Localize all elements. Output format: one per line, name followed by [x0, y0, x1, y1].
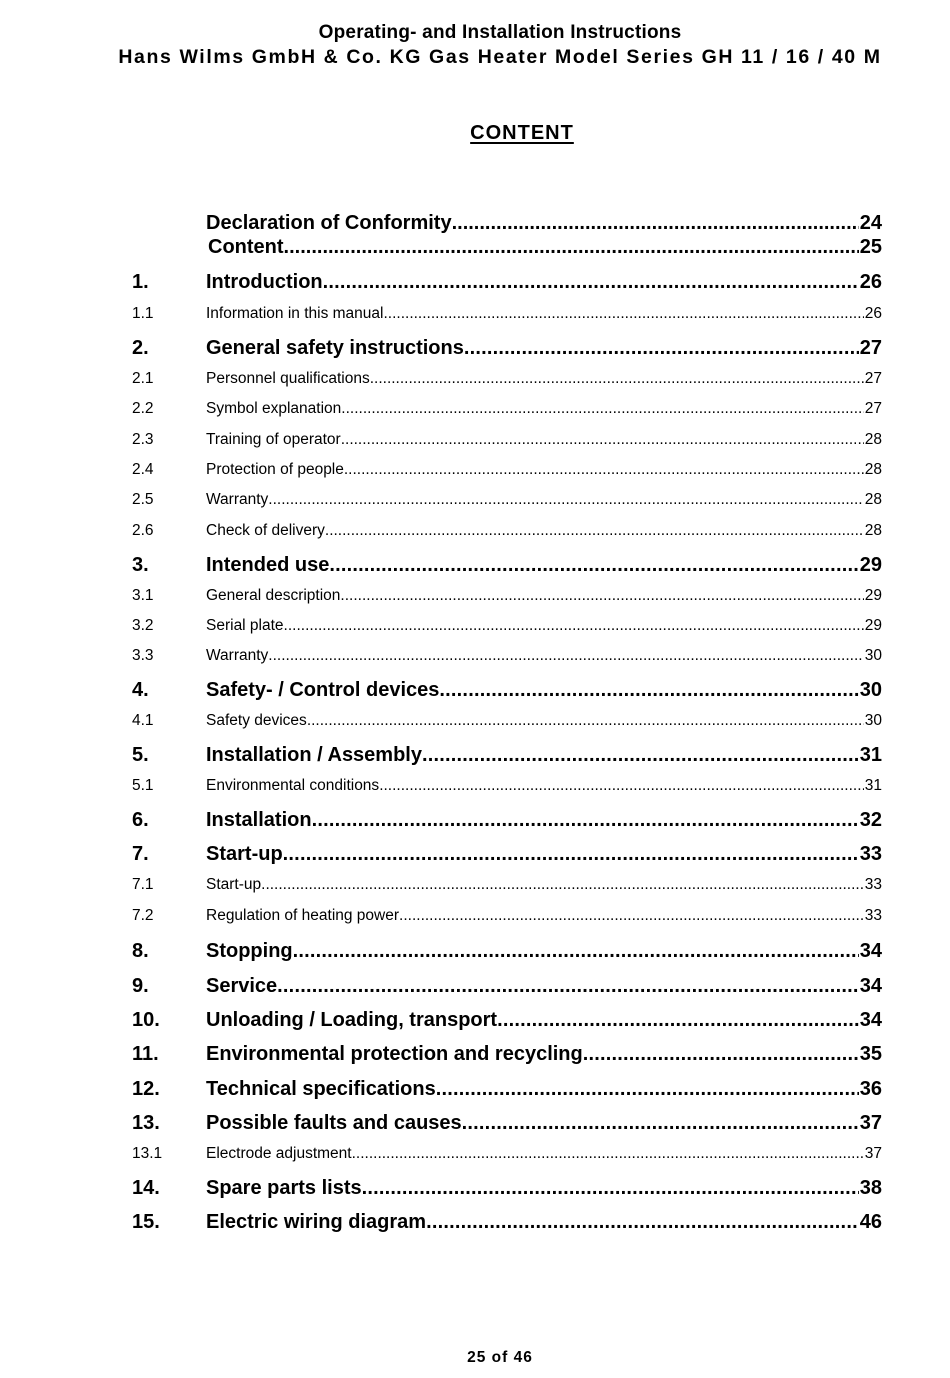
toc-entry-title: Electric wiring diagram: [206, 1211, 427, 1233]
toc-entry-page: 46: [859, 1211, 882, 1233]
toc-entry-line: [206, 370, 882, 388]
toc-entry-page: 28: [864, 461, 882, 478]
toc-entry-line: [206, 777, 882, 795]
dot-leader: [283, 843, 859, 866]
dot-leader: [464, 337, 859, 360]
toc-entry: [0, 876, 950, 904]
toc-entry-page: 27: [864, 370, 882, 387]
dot-leader: [312, 809, 859, 832]
toc-entry-page: 38: [859, 1177, 882, 1199]
toc-entry-number: 3.1: [132, 587, 154, 604]
toc-entry: [0, 431, 950, 459]
dot-leader: [422, 744, 859, 767]
toc-entry-title: Check of delivery: [206, 522, 325, 539]
toc-entry-number: 2.5: [132, 491, 154, 508]
dot-leader: [323, 271, 859, 294]
toc-entry-title: Introduction: [206, 271, 323, 293]
dot-leader: [325, 522, 864, 540]
toc-entry-page: 34: [859, 940, 882, 962]
toc-entry-title: Declaration of Conformity: [206, 212, 452, 234]
toc-entry-page: 36: [859, 1078, 882, 1100]
toc-entry: [0, 777, 950, 805]
toc-entry-title: Stopping: [206, 940, 293, 962]
toc-entry: [0, 305, 950, 333]
toc-entry: [0, 236, 950, 264]
toc-entry: [0, 712, 950, 740]
toc-entry-title: Unloading / Loading, transport: [206, 1009, 498, 1031]
toc-entry-number: 13.: [132, 1112, 160, 1134]
dot-leader: [462, 1112, 859, 1135]
toc-entry-line: [206, 1145, 882, 1163]
toc-entry: [0, 491, 950, 519]
dot-leader: [399, 907, 864, 925]
toc-entry: [0, 522, 950, 550]
toc-entry-page: 35: [859, 1043, 882, 1065]
toc-entry-number: 2.3: [132, 431, 154, 448]
dot-leader: [268, 491, 863, 509]
toc-entry: [0, 1009, 950, 1037]
dot-leader: [583, 1043, 859, 1066]
toc-entry-title: Warranty: [206, 491, 269, 508]
toc-entry: [0, 370, 950, 398]
toc-entry-line: [206, 679, 882, 702]
toc-entry-page: 28: [864, 491, 882, 508]
toc-entry-line: [206, 975, 882, 998]
header-title: Operating- and Installation Instructions: [318, 22, 682, 43]
toc-entry: [0, 400, 950, 428]
toc-entry-number: 6.: [132, 809, 149, 831]
toc-entry-line: [206, 431, 882, 449]
toc-entry-number: 2.1: [132, 370, 154, 387]
dot-leader: [277, 975, 859, 998]
toc-entry-page: 27: [859, 337, 882, 359]
toc-entry-title: Information in this manual: [206, 305, 384, 322]
toc-entry-title: Environmental conditions: [206, 777, 380, 794]
toc-entry: [0, 554, 950, 582]
toc-entry-line: [206, 1009, 882, 1032]
toc-entry-title: General description: [206, 587, 341, 604]
toc-entry: [0, 975, 950, 1003]
toc-entry-title: Serial plate: [206, 617, 284, 634]
toc-entry-number: 4.: [132, 679, 149, 701]
toc-entry-number: 1.1: [132, 305, 154, 322]
toc-entry-line: [206, 1112, 882, 1135]
dot-leader: [362, 1177, 859, 1200]
dot-leader: [268, 647, 863, 665]
toc-entry-title: Start-up: [206, 843, 283, 865]
toc-entry: [0, 809, 950, 837]
toc-entry-title: Training of operator: [206, 431, 341, 448]
toc-entry-number: 14.: [132, 1177, 160, 1199]
toc-entry: [0, 271, 950, 299]
toc-entry-number: 2.2: [132, 400, 154, 417]
toc-entry-number: 7.2: [132, 907, 154, 924]
toc-entry-number: 9.: [132, 975, 149, 997]
toc-entry-page: 28: [864, 522, 882, 539]
toc-entry-number: 8.: [132, 940, 149, 962]
toc-entry-line: [206, 809, 882, 832]
toc-entry-page: 29: [864, 617, 882, 634]
toc-entry-number: 3.2: [132, 617, 154, 634]
dot-leader: [341, 431, 864, 449]
toc-entry: [0, 843, 950, 871]
toc-entry-number: 3.3: [132, 647, 154, 664]
dot-leader: [284, 236, 859, 259]
toc-entry-page: 29: [864, 587, 882, 604]
toc-entry-line: [206, 491, 882, 509]
toc-entry-title: General safety instructions: [206, 337, 464, 359]
toc-entry-title: Installation / Assembly: [206, 744, 422, 766]
toc-entry-page: 33: [864, 876, 882, 893]
toc-entry: [0, 1211, 950, 1239]
page-number: 25 of 46: [467, 1349, 533, 1366]
toc-entry-title: Safety- / Control devices: [206, 679, 440, 701]
dot-leader: [307, 712, 864, 730]
toc-entry-line: [206, 1177, 882, 1200]
toc-entry-page: 30: [864, 647, 882, 664]
toc-entry-page: 30: [859, 679, 882, 701]
toc-entry-page: 26: [864, 305, 882, 322]
toc-entry: [0, 940, 950, 968]
toc-entry-title: Safety devices: [206, 712, 307, 729]
toc-entry: [0, 679, 950, 707]
toc-entry-title: Personnel qualifications: [206, 370, 370, 387]
toc-entry-title: Technical specifications: [206, 1078, 436, 1100]
toc-entry-line: [206, 1078, 882, 1101]
toc-entry-line: [206, 1211, 882, 1234]
toc-entry-page: 31: [864, 777, 882, 794]
toc-entry-line: [206, 876, 882, 894]
toc-entry: [0, 744, 950, 772]
toc-entry-page: 37: [864, 1145, 882, 1162]
toc-entry-number: 13.1: [132, 1145, 163, 1162]
toc-entry-page: 30: [864, 712, 882, 729]
toc-entry-page: 29: [859, 554, 882, 576]
toc-entry-page: 28: [864, 431, 882, 448]
toc-entry-line: [206, 587, 882, 605]
dot-leader: [344, 461, 864, 479]
toc-entry-page: 33: [859, 843, 882, 865]
toc-entry: [0, 617, 950, 645]
toc-entry: [0, 337, 950, 365]
toc-entry-number: 15.: [132, 1211, 160, 1233]
toc-entry-page: 37: [859, 1112, 882, 1134]
toc-entry-line: [206, 907, 882, 925]
toc-entry-number: 4.1: [132, 712, 154, 729]
toc-entry: [0, 1145, 950, 1173]
toc-entry-number: 3.: [132, 554, 149, 576]
dot-leader: [379, 777, 864, 795]
dot-leader: [452, 212, 859, 235]
toc-entry-number: 2.4: [132, 461, 154, 478]
toc-entry-line: [206, 1043, 882, 1066]
toc-entry-line: [206, 400, 882, 418]
toc-entry-page: 26: [859, 271, 882, 293]
toc-entry: [0, 1177, 950, 1205]
toc-entry-page: 32: [859, 809, 882, 831]
toc-entry: [0, 1043, 950, 1071]
toc-entry: [0, 1078, 950, 1106]
toc-entry: [0, 907, 950, 935]
toc-entry-page: 24: [859, 212, 882, 234]
toc-entry-line: [206, 843, 882, 866]
toc-entry-number: 2.: [132, 337, 149, 359]
dot-leader: [293, 940, 859, 963]
toc-entry-page: 27: [864, 400, 882, 417]
toc-entry-line: [206, 647, 882, 665]
toc-entry-title: Symbol explanation: [206, 400, 342, 417]
toc-entry-title: Intended use: [206, 554, 330, 576]
toc-entry-number: 10.: [132, 1009, 160, 1031]
toc-entry-page: 25: [859, 236, 882, 258]
toc-entry-title: Environmental protection and recycling: [206, 1043, 583, 1065]
toc-entry: [0, 461, 950, 489]
toc-entry-number: 11.: [132, 1043, 159, 1065]
toc-entry-title: Possible faults and causes: [206, 1112, 462, 1134]
dot-leader: [341, 400, 863, 418]
toc-entry-line: [206, 522, 882, 540]
toc-entry-title: Service: [206, 975, 278, 997]
toc-entry-number: 7.: [132, 843, 149, 865]
dot-leader: [261, 876, 864, 894]
header-subtitle: Hans Wilms GmbH & Co. KG Gas Heater Model Series GH 11 / 16 / 40 M: [118, 46, 882, 68]
dot-leader: [497, 1009, 859, 1032]
toc-entry-line: [206, 271, 882, 294]
toc-entry-title: Regulation of heating power: [206, 907, 400, 924]
toc-entry-title: Protection of people: [206, 461, 344, 478]
toc-entry-title: Electrode adjustment: [206, 1145, 352, 1162]
content-heading-text: CONTENT: [470, 122, 574, 144]
dot-leader: [284, 617, 864, 635]
toc-entry-title: Content: [208, 236, 284, 258]
dot-leader: [370, 370, 864, 388]
toc-entry-line: [206, 617, 882, 635]
toc-entry-line: [208, 236, 882, 259]
toc-entry-page: 34: [859, 975, 882, 997]
toc-entry-line: [206, 461, 882, 479]
toc-entry-number: 2.6: [132, 522, 154, 539]
toc-entry-title: Spare parts lists: [206, 1177, 362, 1199]
toc-entry-page: 34: [859, 1009, 882, 1031]
toc-entry-page: 31: [859, 744, 882, 766]
dot-leader: [352, 1145, 864, 1163]
toc-entry-number: 5.1: [132, 777, 154, 794]
toc-entry-line: [206, 212, 882, 235]
toc-entry-line: [206, 744, 882, 767]
toc-entry-number: 7.1: [132, 876, 154, 893]
dot-leader: [426, 1211, 859, 1234]
dot-leader: [436, 1078, 859, 1101]
toc-entry-title: Warranty: [206, 647, 269, 664]
toc-entry-number: 1.: [132, 271, 149, 293]
toc-entry-title: Start-up: [206, 876, 262, 893]
dot-leader: [439, 679, 858, 702]
toc-entry-line: [206, 940, 882, 963]
toc-entry-number: 12.: [132, 1078, 160, 1100]
dot-leader: [383, 305, 863, 323]
toc-entry-line: [206, 554, 882, 577]
dot-leader: [340, 587, 863, 605]
toc-entry-line: [206, 337, 882, 360]
toc-entry-line: [206, 712, 882, 730]
toc-entry: [0, 587, 950, 615]
dot-leader: [329, 554, 858, 577]
toc-entry-number: 5.: [132, 744, 149, 766]
toc-entry: [0, 647, 950, 675]
toc-entry-line: [206, 305, 882, 323]
toc-entry-page: 33: [864, 907, 882, 924]
toc-entry-title: Installation: [206, 809, 312, 831]
toc-entry: [0, 1112, 950, 1140]
